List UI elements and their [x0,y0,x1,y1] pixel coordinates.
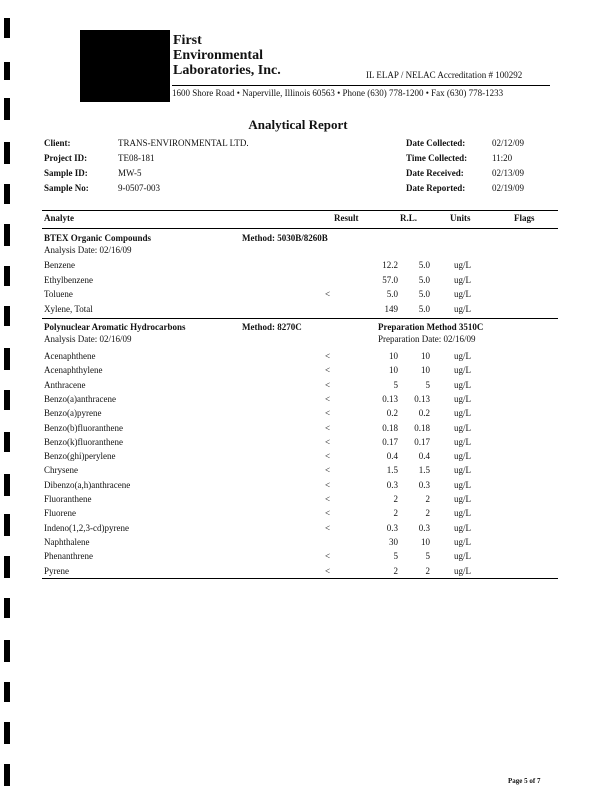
company-name [173,33,281,78]
table-row [44,523,564,537]
edge-mark [4,142,10,164]
edge-mark [4,764,10,786]
analyte-name: Fluorene [44,508,76,519]
column-header-units: Units [450,213,471,223]
reporting-limit: 1.5 [418,465,430,476]
table-header [44,213,564,227]
result-qualifier: < [325,393,331,404]
table-row [44,394,564,408]
sample-id-label: Sample ID: [44,168,88,178]
column-header-flags: Flags [514,213,535,223]
units-value: ug/L [454,551,471,562]
time-collected-value: 11:20 [492,153,513,163]
units-value: ug/L [454,303,471,314]
result-qualifier: < [325,436,331,447]
result-qualifier: < [325,565,331,576]
sample-id-value: MW-5 [118,168,142,178]
project-label: Project ID: [44,153,88,163]
edge-mark [4,474,10,496]
edge-mark [4,598,10,618]
pah-prep-method: Preparation Method 3510C [378,322,484,332]
result-value: 1.5 [386,465,398,476]
edge-mark [4,62,10,80]
reporting-limit: 5.0 [418,289,430,299]
analyte-name: Benzo(k)fluoranthene [44,436,123,447]
result-value: 0.13 [382,393,398,404]
reporting-limit: 2 [425,565,430,576]
analyte-name: Fluoranthene [44,494,92,504]
result-value: 0.18 [382,422,398,433]
units-value: ug/L [454,565,471,576]
reporting-limit: 2 [425,494,430,504]
table-row [44,289,564,303]
client-value: TRANS-ENVIRONMENTAL LTD. [118,138,249,148]
btex-section-title: BTEX Organic Compounds [44,233,152,243]
reporting-limit: 5 [425,379,430,390]
edge-mark [4,722,10,744]
reporting-limit: 10 [421,365,430,376]
reporting-limit: 0.13 [414,393,430,404]
units-value: ug/L [454,494,471,504]
analyte-name: Acenaphthylene [44,365,103,376]
reporting-limit: 5.0 [418,303,430,314]
sample-no-value: 9-0507-003 [118,183,160,193]
units-value: ug/L [454,451,471,462]
table-row [44,494,564,508]
edge-mark [4,390,10,410]
table-row [44,437,564,451]
units-value: ug/L [454,436,471,447]
reporting-limit: 5.0 [418,274,430,285]
table-row [44,465,564,479]
result-qualifier: < [325,551,331,562]
analyte-name: Anthracene [44,379,86,390]
table-row [44,551,564,565]
pah-section-title: Polynuclear Aromatic Hydrocarbons [44,322,186,332]
edge-mark [4,514,10,536]
edge-mark [4,348,10,370]
result-value: 30 [389,536,398,547]
result-value: 10 [389,365,398,376]
reporting-limit: 10 [421,351,430,361]
result-qualifier: < [325,379,331,390]
units-value: ug/L [454,393,471,404]
result-qualifier: < [325,351,331,361]
pah-method: Method: 8270C [242,322,302,332]
result-value: 0.2 [386,408,398,419]
edge-mark [4,266,10,286]
reporting-limit: 5.0 [418,260,430,270]
reporting-limit: 0.3 [418,522,430,533]
result-value: 5 [393,379,398,390]
sample-no-label: Sample No: [44,183,89,193]
analyte-name: Acenaphthene [44,351,96,361]
units-value: ug/L [454,408,471,419]
result-value: 2 [393,508,398,519]
result-value: 12.2 [382,260,398,270]
units-value: ug/L [454,465,471,476]
units-value: ug/L [454,522,471,533]
analyte-name: Chrysene [44,465,78,476]
units-value: ug/L [454,351,471,361]
reporting-limit: 0.18 [414,422,430,433]
reporting-limit: 2 [425,508,430,519]
edge-mark [4,184,10,204]
result-qualifier: < [325,522,331,533]
table-row [44,380,564,394]
result-value: 0.4 [386,451,398,462]
reporting-limit: 0.2 [418,408,430,419]
analyte-name: Dibenzo(a,h)anthracene [44,479,131,490]
column-header-rl: R.L. [400,213,418,223]
date-collected-value: 02/12/09 [492,138,525,148]
edge-mark [4,682,10,702]
table-row [44,408,564,422]
result-qualifier: < [325,408,331,419]
table-row [44,351,564,365]
result-qualifier: < [325,365,331,376]
units-value: ug/L [454,274,471,285]
analyte-name: Benzo(a)anthracene [44,393,116,404]
table-row [44,451,564,465]
analyte-name: Pyrene [44,565,69,576]
column-header-result: Result [334,213,359,223]
edge-mark [4,18,10,38]
table-top-rule [42,210,558,211]
date-received-label: Date Received: [406,168,464,178]
units-value: ug/L [454,422,471,433]
section-divider-rule [42,318,558,319]
table-row [44,304,564,318]
result-value: 2 [393,494,398,504]
table-header-rule [42,228,558,229]
edge-mark [4,640,10,662]
edge-mark [4,306,10,326]
pah-analysis-date: Analysis Date: 02/16/09 [44,334,132,344]
result-qualifier: < [325,508,331,519]
reporting-limit: 0.4 [418,451,430,462]
analyte-name: Xylene, Total [44,303,93,314]
reporting-limit: 0.17 [414,436,430,447]
table-row [44,480,564,494]
result-value: 57.0 [382,274,398,285]
table-bottom-rule [42,578,558,579]
client-label: Client: [44,138,71,148]
analyte-name: Benzo(a)pyrene [44,408,102,419]
units-value: ug/L [454,479,471,490]
units-value: ug/L [454,260,471,270]
analyte-name: Phenanthrene [44,551,93,562]
column-header-analyte: Analyte [44,213,74,223]
table-row [44,260,564,274]
units-value: ug/L [454,379,471,390]
table-row [44,537,564,551]
edge-mark [4,556,10,578]
result-value: 2 [393,565,398,576]
analyte-name: Naphthalene [44,536,90,547]
analyte-name: Benzo(ghi)perylene [44,451,116,462]
result-qualifier: < [325,494,331,504]
units-value: ug/L [454,365,471,376]
project-value: TE08-181 [118,153,155,163]
table-row [44,508,564,522]
units-value: ug/L [454,289,471,299]
result-qualifier: < [325,465,331,476]
analyte-name: Ethylbenzene [44,274,93,285]
date-reported-label: Date Reported: [406,183,466,193]
btex-method: Method: 5030B/8260B [242,233,328,243]
reporting-limit: 0.3 [418,479,430,490]
result-qualifier: < [325,451,331,462]
address-rule [172,85,550,86]
result-value: 10 [389,351,398,361]
company-logo [80,30,170,102]
result-qualifier: < [325,422,331,433]
reporting-limit: 10 [421,536,430,547]
analyte-name: Toluene [44,289,73,299]
report-title: Analytical Report [248,117,348,132]
date-collected-label: Date Collected: [406,138,466,148]
date-reported-value: 02/19/09 [492,183,525,193]
table-row [44,423,564,437]
date-received-value: 02/13/09 [492,168,525,178]
btex-analysis-date: Analysis Date: 02/16/09 [44,245,132,255]
time-collected-label: Time Collected: [406,153,468,163]
units-value: ug/L [454,536,471,547]
result-value: 0.3 [386,479,398,490]
analyte-name: Benzo(b)fluoranthene [44,422,123,433]
table-row [44,365,564,379]
edge-mark [4,224,10,246]
result-value: 0.3 [386,522,398,533]
result-value: 0.17 [382,436,398,447]
result-value: 5.0 [386,289,398,299]
company-name-line2: Environmental [173,48,263,63]
company-name-line1: First [173,33,202,48]
result-qualifier: < [325,479,331,490]
analyte-name: Indeno(1,2,3-cd)pyrene [44,522,129,533]
accreditation-text: IL ELAP / NELAC Accreditation # 100292 [366,70,523,80]
units-value: ug/L [454,508,471,519]
result-value: 149 [384,303,398,314]
analyte-name: Benzene [44,260,75,270]
reporting-limit: 5 [425,551,430,562]
company-address: 1600 Shore Road • Naperville, Illinois 60563 • Phone (630) 778-1200 • Fax (630) 778-1233 [172,88,504,98]
company-name-line3: Laboratories, Inc. [173,63,281,78]
pah-prep-date: Preparation Date: 02/16/09 [378,334,476,344]
page-number: Page 5 of 7 [508,777,541,785]
result-value: 5 [393,551,398,562]
result-qualifier: < [325,289,331,299]
table-row [44,275,564,289]
edge-mark [4,432,10,452]
